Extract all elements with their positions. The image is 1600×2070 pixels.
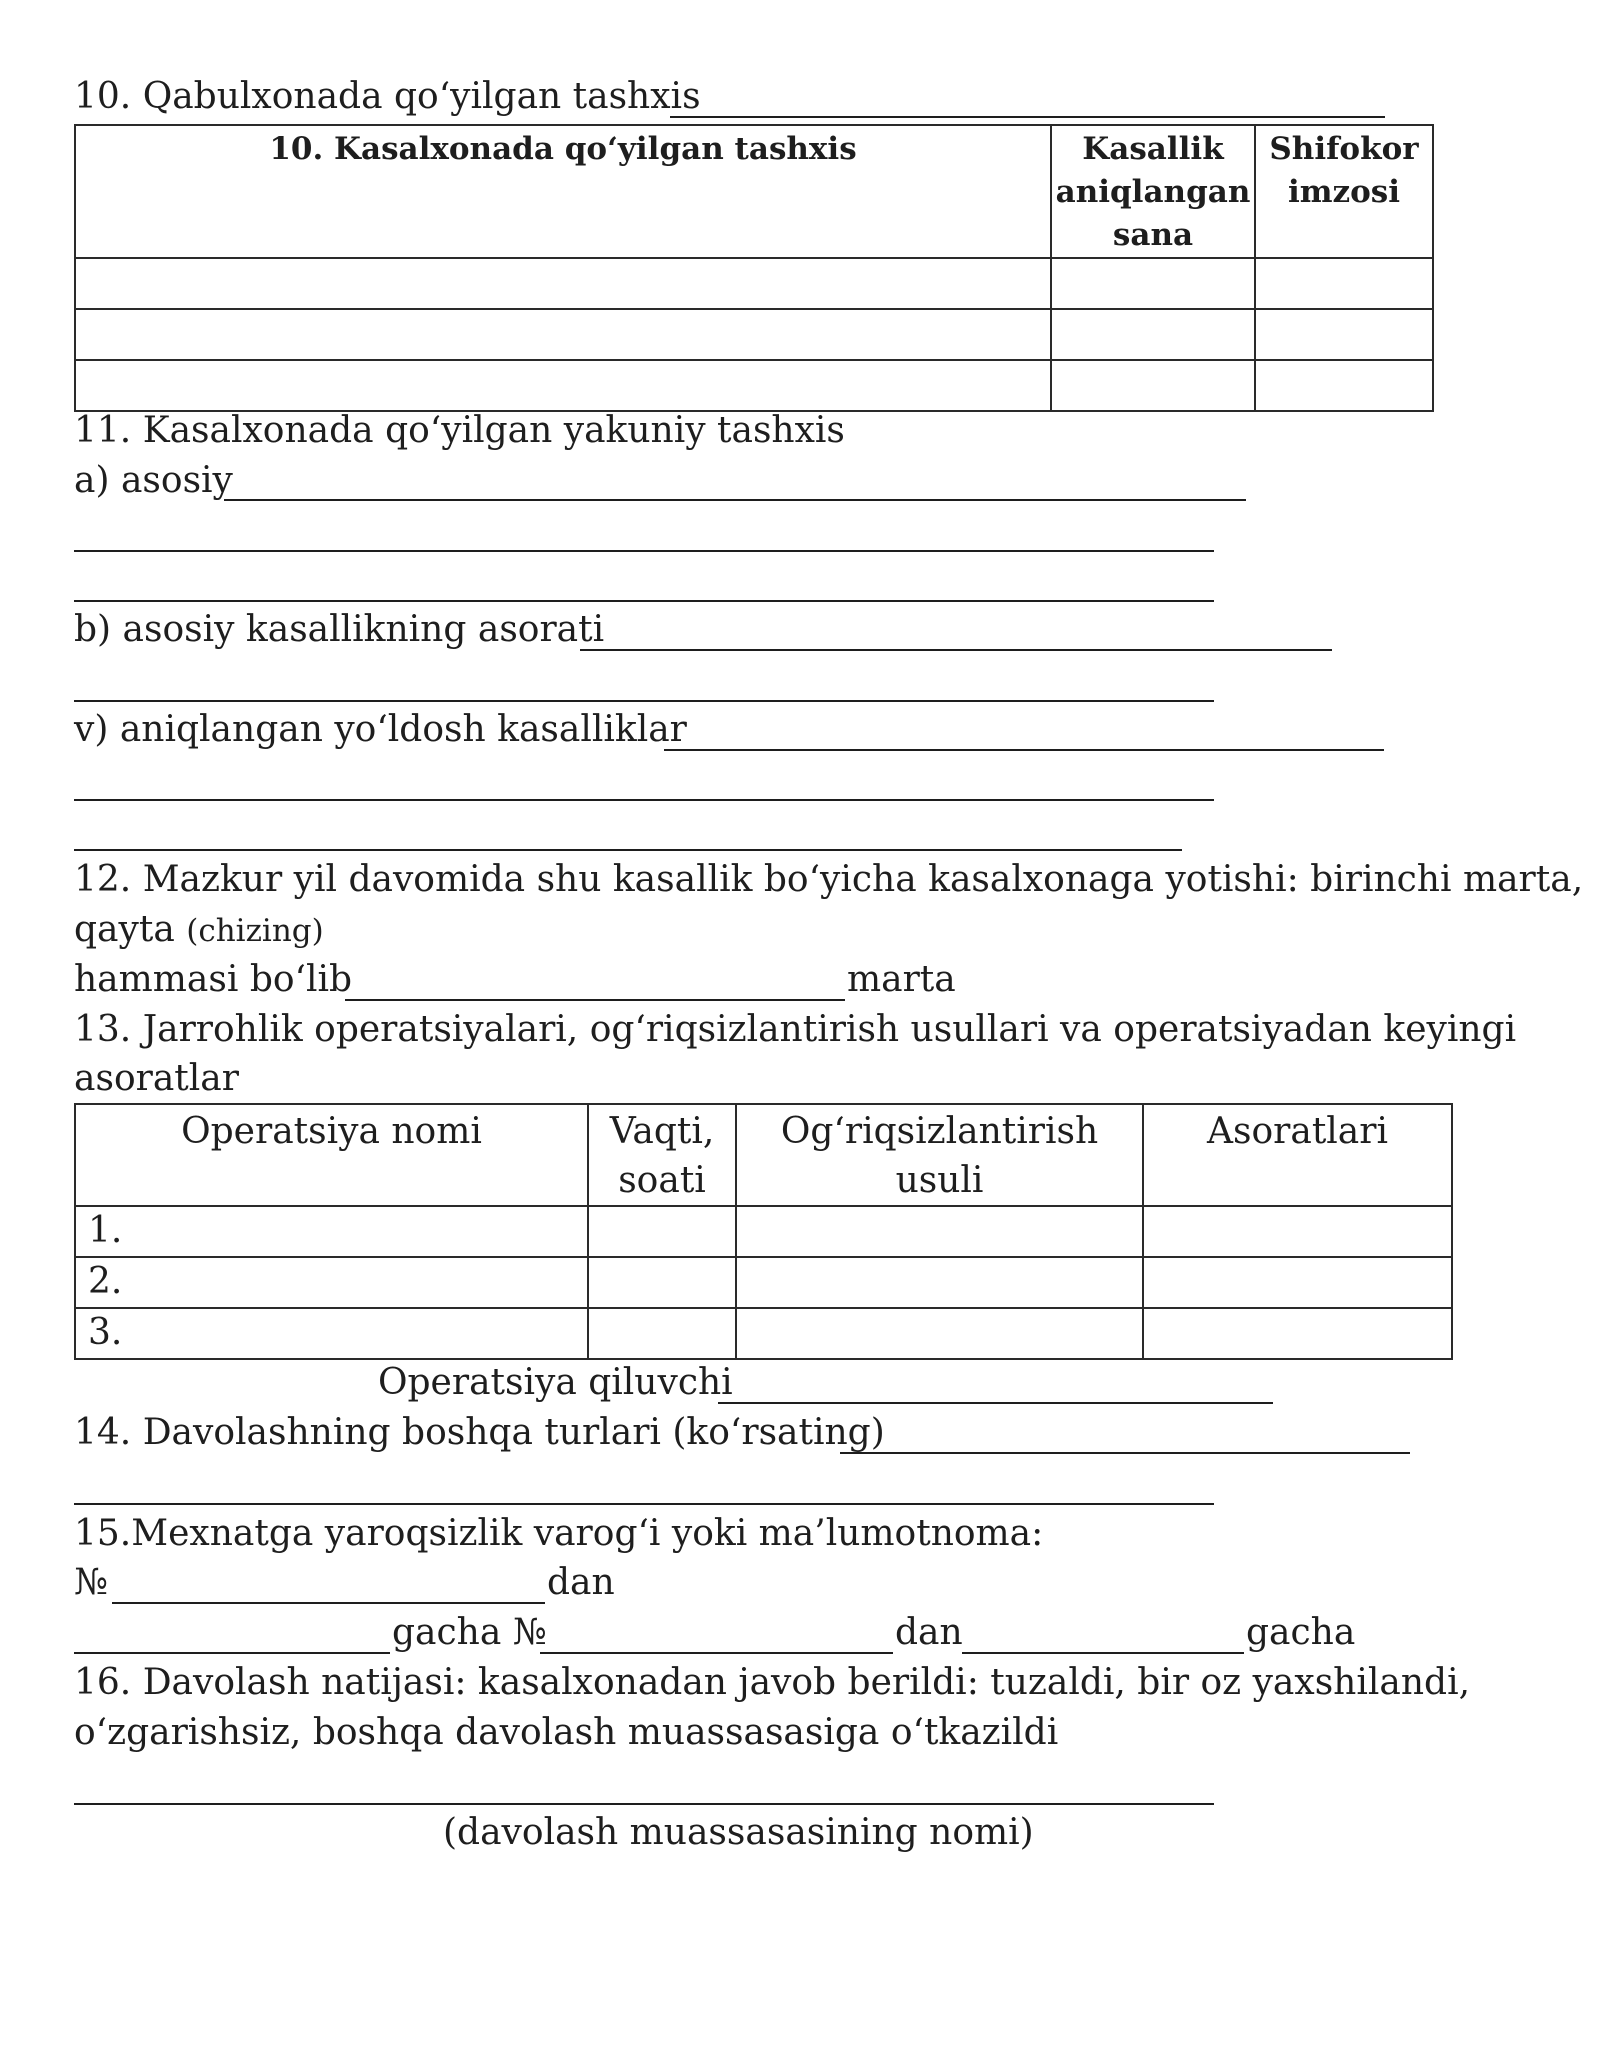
table-cell[interactable]: [1255, 360, 1433, 411]
s12-note: (chizing): [186, 913, 324, 949]
s16-institution-line[interactable]: [74, 1803, 1214, 1805]
table-cell[interactable]: [1143, 1308, 1452, 1359]
anesthesia-method-header: Og‘riqsizlantirish usuli: [736, 1104, 1143, 1206]
table-cell[interactable]: [588, 1206, 736, 1257]
s14-label: 14. Davolashning boshqa turlari (ko‘rsating): [74, 1412, 885, 1453]
row-number: 1.: [75, 1206, 588, 1257]
s15-gacha-label: gacha: [1246, 1612, 1356, 1653]
s11-b-line[interactable]: [580, 649, 1332, 651]
table-cell[interactable]: [588, 1257, 736, 1308]
s12-marta-label: marta: [847, 959, 956, 1000]
table-cell[interactable]: [1143, 1206, 1452, 1257]
s10-admission-diagnosis-line[interactable]: [670, 116, 1385, 118]
doctor-signature-header: Shifokor imzosi: [1255, 125, 1433, 258]
s11-a-line[interactable]: [224, 499, 1246, 501]
table-cell[interactable]: [736, 1257, 1143, 1308]
table-cell[interactable]: [75, 258, 1051, 309]
s15-dan-2-label: dan: [895, 1612, 963, 1653]
table-cell[interactable]: [75, 309, 1051, 360]
hospital-diagnosis-table: [74, 124, 1434, 412]
s16-line2: o‘zgarishsiz, boshqa davolash muassasasiga o‘tkazildi: [74, 1712, 1059, 1753]
table-row: [75, 309, 1433, 360]
s11-v-label: v) aniqlangan yo‘ldosh kasalliklar: [74, 709, 687, 750]
s13-operator-label: Operatsiya qiluvchi: [378, 1362, 733, 1403]
table-row: [75, 258, 1433, 309]
diagnosis-date-header: Kasallik aniqlangan sana: [1051, 125, 1255, 258]
table-row: [75, 1308, 1452, 1359]
s13-line1: 13. Jarrohlik operatsiyalari, og‘riqsizlantirish usullari va operatsiyadan keyingi: [74, 1009, 1517, 1050]
operation-time-header: Vaqti, soati: [588, 1104, 736, 1206]
hospital-diagnosis-header: 10. Kasalxonada qo‘yilgan tashxis: [75, 125, 1051, 258]
s11-title: 11. Kasalxonada qo‘yilgan yakuniy tashxis: [74, 410, 845, 451]
row-number: 3.: [75, 1308, 588, 1359]
s11-v-line[interactable]: [664, 749, 1384, 751]
s12-line1: 12. Mazkur yil davomida shu kasallik bo‘yicha kasalxonaga yotishi: birinchi marta,: [74, 859, 1584, 900]
table-cell[interactable]: [588, 1308, 736, 1359]
table-cell[interactable]: [75, 360, 1051, 411]
s13-operator-line[interactable]: [718, 1402, 1273, 1404]
s10-label: 10. Qabulxonada qo‘yilgan tashxis: [74, 76, 701, 117]
s15-title: 15.Mexnatga yaroqsizlik varog‘i yoki ma’lumotnoma:: [74, 1513, 1044, 1554]
table-cell[interactable]: [736, 1206, 1143, 1257]
s15-no-symbol: №: [74, 1562, 109, 1603]
table-row: [75, 1206, 1452, 1257]
operation-name-header: Operatsiya nomi: [75, 1104, 588, 1206]
s15-date-from-line[interactable]: [74, 1652, 390, 1654]
s15-dan-label: dan: [547, 1562, 615, 1603]
table-row: [75, 360, 1433, 411]
table-row: [75, 1257, 1452, 1308]
s14-line-2[interactable]: [74, 1503, 1214, 1505]
table-cell[interactable]: [1051, 258, 1255, 309]
s14-line[interactable]: [840, 1452, 1410, 1454]
s12-hammasi-label: hammasi bo‘lib: [74, 959, 353, 1000]
table-cell[interactable]: [736, 1308, 1143, 1359]
table-cell[interactable]: [1255, 258, 1433, 309]
operations-table: [74, 1103, 1453, 1360]
s15-number-2-line[interactable]: [540, 1652, 893, 1654]
s16-caption: (davolash muassasasining nomi): [443, 1812, 1034, 1853]
s11-b-line-2[interactable]: [74, 700, 1214, 702]
complications-header: Asoratlari: [1143, 1104, 1452, 1206]
s12-qayta[interactable]: qayta: [74, 909, 175, 950]
table-cell[interactable]: [1143, 1257, 1452, 1308]
s11-v-line-2[interactable]: [74, 799, 1214, 801]
s11-v-line-3[interactable]: [74, 849, 1182, 851]
s15-gacha-no-label: gacha №: [392, 1612, 547, 1653]
table-cell[interactable]: [1051, 309, 1255, 360]
s11-a-line-3[interactable]: [74, 600, 1214, 602]
s15-date-2-line[interactable]: [962, 1652, 1244, 1654]
s11-b-label: b) asosiy kasallikning asorati: [74, 609, 605, 650]
s11-a-line-2[interactable]: [74, 550, 1214, 552]
row-number: 2.: [75, 1257, 588, 1308]
s15-number-line[interactable]: [112, 1602, 545, 1604]
table-cell[interactable]: [1255, 309, 1433, 360]
s11-a-label: a) asosiy: [74, 460, 233, 501]
s12-count-line[interactable]: [345, 999, 845, 1001]
table-cell[interactable]: [1051, 360, 1255, 411]
s16-line1: 16. Davolash natijasi: kasalxonadan javob berildi: tuzaldi, bir oz yaxshilandi,: [74, 1662, 1471, 1703]
s13-line2: asoratlar: [74, 1058, 239, 1099]
